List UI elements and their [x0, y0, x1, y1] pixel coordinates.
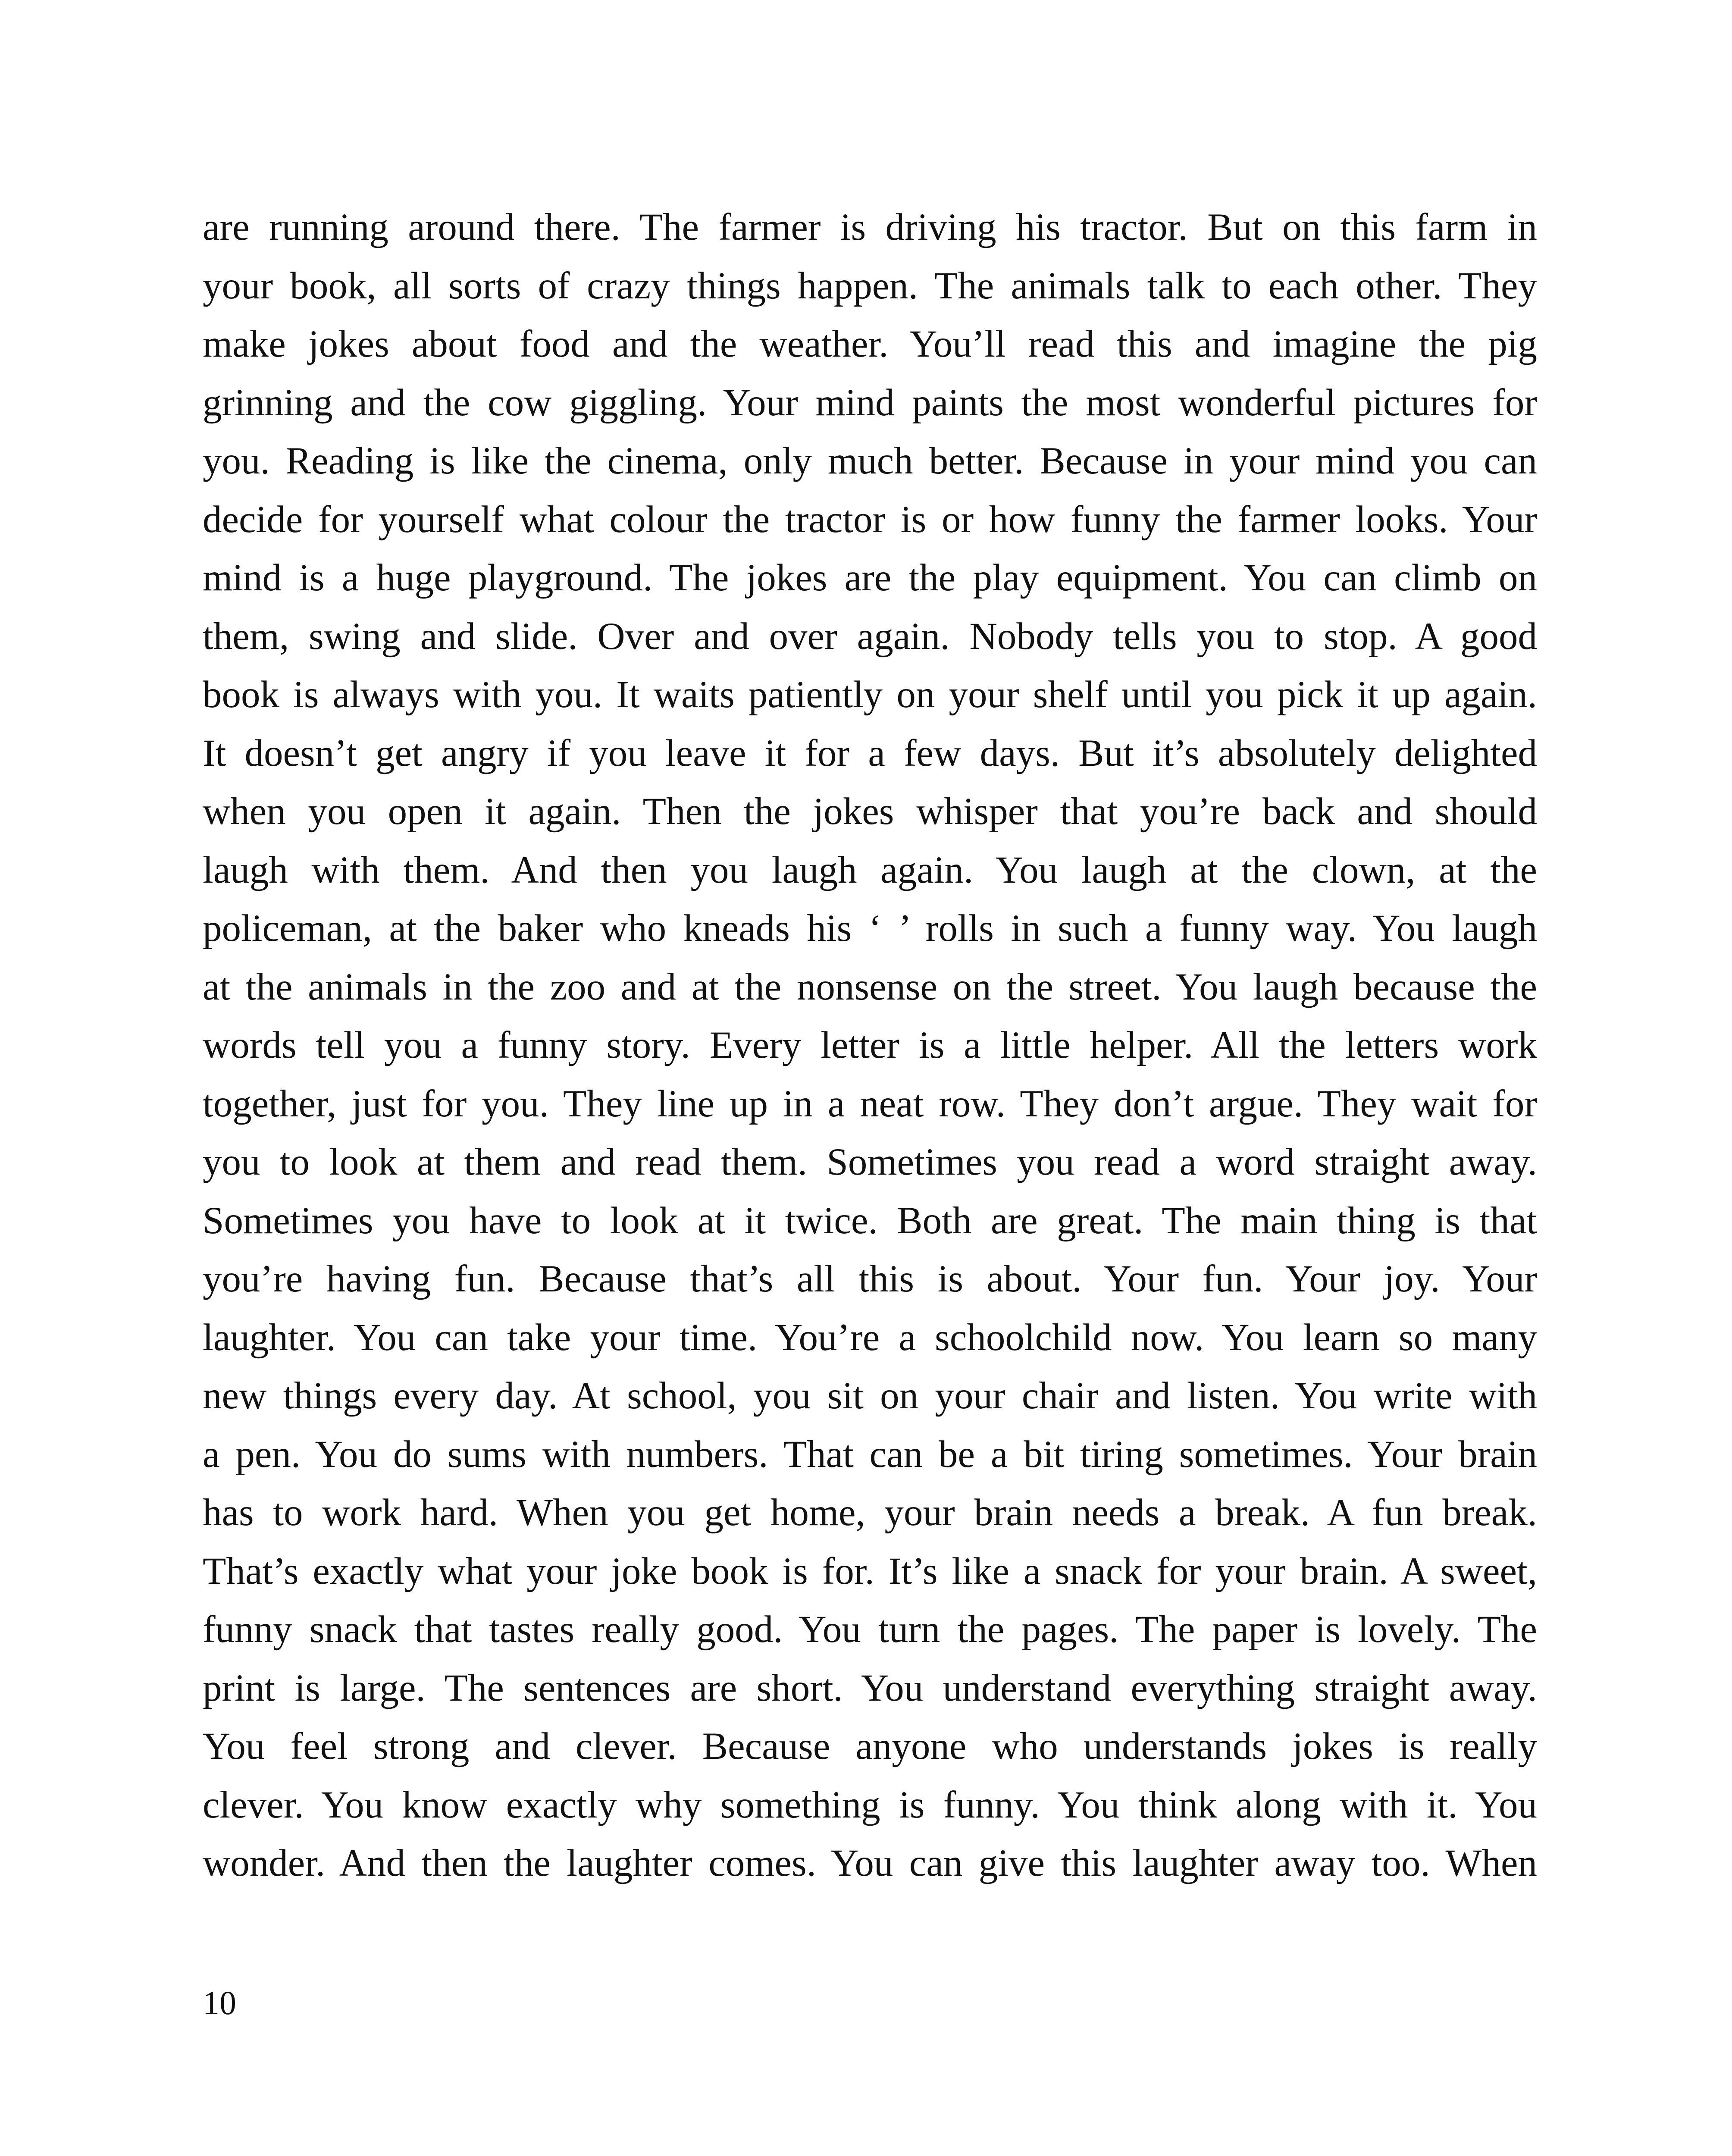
- text-line: grinning and the cow giggling. Your mind paints the most wonderful pictures for: [203, 381, 1537, 424]
- text-line: That’s exactly what your joke book is for. It’s like a snack for your brain. A sweet,: [203, 1550, 1537, 1592]
- text-line: mind is a huge playground. The jokes are the play equipment. You can climb on: [203, 557, 1537, 599]
- text-line: laugh with them. And then you laugh again. You laugh at the clown, at the: [203, 849, 1537, 891]
- text-line: decide for yourself what colour the tractor is or how funny the farmer looks. Your: [203, 498, 1537, 541]
- text-line: you. Reading is like the cinema, only much better. Because in your mind you can: [203, 440, 1537, 482]
- text-line: when you open it again. Then the jokes whisper that you’re back and should: [203, 790, 1537, 833]
- text-line: you’re having fun. Because that’s all this is about. Your fun. Your joy. Your: [203, 1258, 1537, 1300]
- text-line: at the animals in the zoo and at the nonsense on the street. You laugh because the: [203, 965, 1537, 1008]
- text-line: You feel strong and clever. Because anyone who understands jokes is really: [203, 1725, 1537, 1767]
- text-line: together, just for you. They line up in a neat row. They don’t argue. They wait for: [203, 1082, 1537, 1125]
- page-number: 10: [203, 1984, 236, 2021]
- text-line: your book, all sorts of crazy things happen. The animals talk to each other. They: [203, 264, 1537, 307]
- text-line: them, swing and slide. Over and over again. Nobody tells you to stop. A good: [203, 615, 1537, 658]
- text-line: laughter. You can take your time. You’re a schoolchild now. You learn so many: [203, 1316, 1537, 1359]
- text-line: wonder. And then the laughter comes. You can give this laughter away too. When: [203, 1842, 1537, 1884]
- text-line: print is large. The sentences are short. You understand everything straight away.: [203, 1667, 1537, 1709]
- text-line: funny snack that tastes really good. You turn the pages. The paper is lovely. The: [203, 1608, 1537, 1651]
- text-line: policeman, at the baker who kneads his ‘ ’ rolls in such a funny way. You laugh: [203, 907, 1537, 950]
- body-text: [203, 198, 1537, 1893]
- text-line: are running around there. The farmer is driving his tractor. But on this farm in: [203, 206, 1537, 248]
- text-line: has to work hard. When you get home, your brain needs a break. A fun break.: [203, 1492, 1537, 1534]
- text-line: Sometimes you have to look at it twice. Both are great. The main thing is that: [203, 1199, 1537, 1242]
- text-line: It doesn’t get angry if you leave it for a few days. But it’s absolutely delighted: [203, 732, 1537, 774]
- text-line: new things every day. At school, you sit on your chair and listen. You write with: [203, 1375, 1537, 1417]
- text-line: clever. You know exactly why something is funny. You think along with it. You: [203, 1783, 1537, 1826]
- text-line: make jokes about food and the weather. You’ll read this and imagine the pig: [203, 323, 1537, 365]
- text-line: a pen. You do sums with numbers. That can be a bit tiring sometimes. Your brain: [203, 1433, 1537, 1476]
- text-line: book is always with you. It waits patiently on your shelf until you pick it up again.: [203, 674, 1537, 716]
- text-line: you to look at them and read them. Sometimes you read a word straight away.: [203, 1141, 1537, 1183]
- text-line: words tell you a funny story. Every letter is a little helper. All the letters work: [203, 1024, 1537, 1066]
